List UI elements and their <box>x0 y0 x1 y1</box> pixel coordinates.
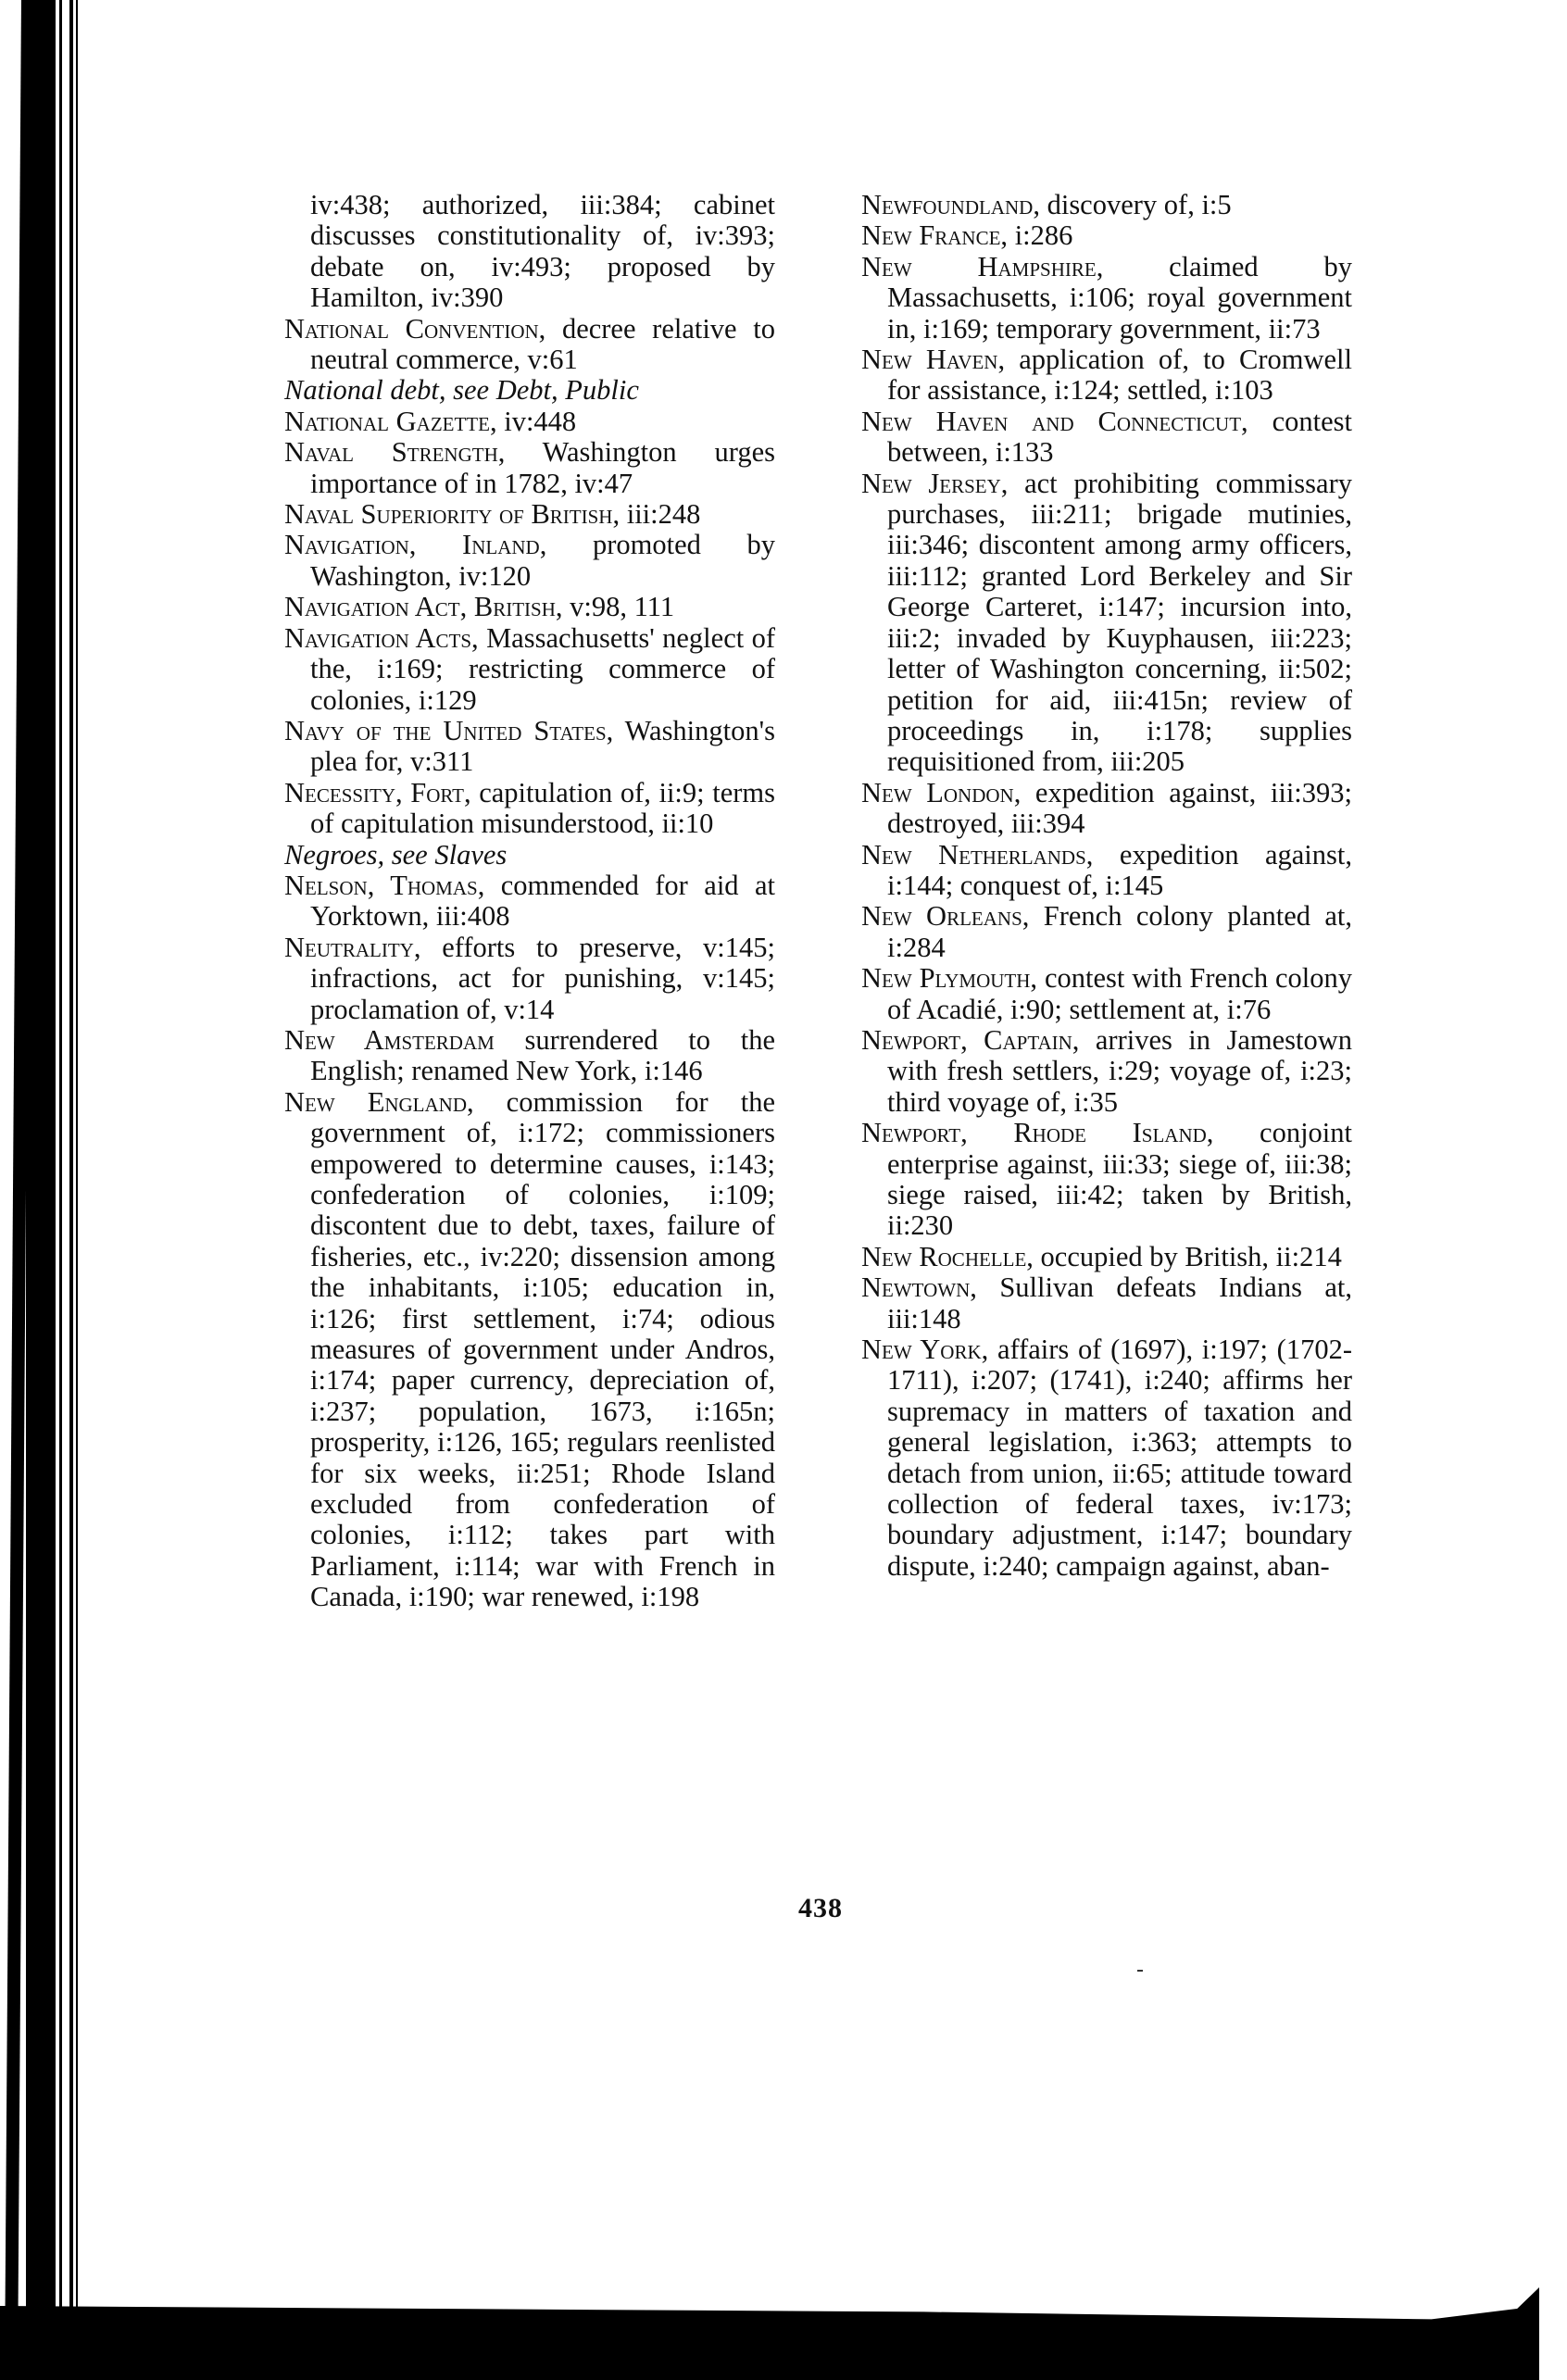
index-entry <box>861 407 1352 469</box>
index-entry <box>284 407 775 437</box>
index-entry-text: French colony planted at, i:284 <box>887 900 1352 963</box>
scan-bottom-shadow <box>0 2306 1539 2380</box>
index-entry <box>284 314 775 376</box>
index-entry <box>284 1087 775 1613</box>
index-entry-text: expedition against, iii:393; destroyed, iii:394 <box>887 776 1352 840</box>
index-entry-text: i:286 <box>1008 219 1073 252</box>
index-entry-text: commission for the government of, i:172; commissioners empowered to determine causes, i:143; confederation of colonies, i:109; discontent due to debt, taxes, failure of fisheries, etc., iv:220; dissension among the inhabitants, i:105; education in, i:126; first settlement, i:74; odious measures of government under Andros, i:174; paper currency, depreciation of, i:237; population, 1673, i:165n; prosperity, i:126, 165; regulars reenlisted for six weeks, ii:251; Rhode Island excluded from confederation of colonies, i:112; takes part with Parliament, i:114; war with French in Canada, i:190; war renewed, i:198 <box>310 1085 775 1613</box>
index-entry-text: surrendered to the English; renamed New York, i:146 <box>310 1023 775 1087</box>
index-entry-text: occupied by British, ii:214 <box>1033 1240 1342 1272</box>
index-entry-heading: New York, <box>861 1334 989 1366</box>
index-entry-text: affairs of (1697), i:197; (1702-1711), i:207; (1741), i:240; affirms her supremacy in matters of taxation and general legislation, i:363; attempts to detach from union, ii:65; attitude toward collection of federal taxes, iv:173; boundary adjustment, i:147; boundary dispute, i:240; campaign against, aban- <box>887 1334 1352 1582</box>
index-entry-text: conjoint enterprise against, iii:33; siege of, iii:38; siege raised, iii:42; taken by British, ii:230 <box>887 1117 1353 1242</box>
index-entry-text: iii:248 <box>620 498 701 531</box>
index-entry-heading: Naval Superiority of British, <box>284 498 621 531</box>
index-entry <box>284 623 775 716</box>
index-entry <box>861 220 1352 251</box>
index-entry-text: Washington urges importance of in 1782, iv:47 <box>310 436 775 499</box>
index-entry-text: claimed by Massachusetts, i:106; royal government in, i:169; temporary government, ii:73 <box>887 250 1352 344</box>
index-entry-heading: New England, <box>284 1085 474 1118</box>
index-entry-heading: Newtown, <box>861 1271 977 1304</box>
index-entry-heading: Newfoundland, <box>861 189 1040 220</box>
scan-speck <box>1137 1970 1143 1972</box>
index-column-right <box>861 190 1352 1582</box>
index-entry <box>861 190 1352 220</box>
index-column-left <box>284 190 775 1613</box>
index-entry-heading: New Jersey, <box>861 467 1009 499</box>
index-entry-text: decree relative to neutral commerce, v:61 <box>310 312 775 376</box>
index-entry-heading: Navy of the United States, <box>284 714 614 746</box>
index-entry <box>861 344 1352 407</box>
index-entry-text: contest between, i:133 <box>887 405 1352 469</box>
index-entry-text: efforts to preserve, v:145; infractions, act for punishing, v:145; proclamation of, v:14 <box>310 931 775 1025</box>
index-entry <box>284 840 775 871</box>
index-entry-text: National debt, see Debt, Public <box>284 374 639 407</box>
index-entry <box>284 530 775 592</box>
index-entry-text: Massachusetts' neglect of the, i:169; restricting commerce of colonies, i:129 <box>310 621 775 716</box>
index-entry <box>861 1118 1352 1242</box>
page-number: 438 <box>798 1893 843 1923</box>
index-entry-text: discovery of, i:5 <box>1039 189 1232 220</box>
index-entry-text: expedition against, i:144; conquest of, i:145 <box>887 838 1353 901</box>
index-entry-heading: Newport, Captain, <box>861 1023 1080 1056</box>
index-entry-heading: Navigation Act, British, <box>284 591 563 623</box>
index-entry-heading: Navigation, Inland, <box>284 529 547 561</box>
index-entry <box>284 499 775 530</box>
index-entry <box>284 375 775 406</box>
index-entry <box>861 1025 1352 1118</box>
index-entry-text: contest with French colony of Acadié, i:90; settlement at, i:76 <box>887 962 1352 1025</box>
index-entry-heading: New Hampshire, <box>861 250 1104 282</box>
index-entry <box>284 437 775 499</box>
index-entry <box>861 252 1352 344</box>
index-entry-text: arrives in Jamestown with fresh settlers, i:29; voyage of, i:23; third voyage of, i:35 <box>887 1023 1352 1118</box>
index-entry <box>861 1242 1352 1272</box>
index-entry-heading: New Plymouth, <box>861 962 1038 995</box>
index-entry-heading: New Orleans, <box>861 900 1030 933</box>
index-entry <box>861 1272 1352 1334</box>
index-entry-text: commended for aid at Yorktown, iii:408 <box>310 869 775 933</box>
index-entry-text: act prohibiting commissary purchases, iii:211; brigade mutinies, iii:346; discontent among army officers, iii:112; granted Lord Berkeley and Sir George Carteret, i:147; incursion into, iii:2; invaded by Kuyphausen, iii:223; letter of Washington concerning, ii:502; petition for aid, iii:415n; review of proceedings in, i:178; supplies requisitioned from, iii:205 <box>887 467 1352 778</box>
index-entry <box>284 592 775 622</box>
index-entry-text: Washington's plea for, v:311 <box>310 714 775 778</box>
book-binding-edge <box>0 0 83 2380</box>
index-entry <box>861 778 1352 840</box>
index-entry-heading: National Convention, <box>284 312 546 344</box>
index-entry-heading: New Amsterdam <box>284 1023 495 1056</box>
index-entry-heading: New Haven, <box>861 344 1006 376</box>
index-entry <box>284 871 775 933</box>
index-entry <box>861 1334 1352 1582</box>
index-entry-heading: Naval Strength, <box>284 436 506 469</box>
index-entry <box>284 933 775 1025</box>
index-entry-heading: New Haven and Connecticut, <box>861 405 1248 437</box>
index-entry-text: capitulation of, ii:9; terms of capitulation misunderstood, ii:10 <box>310 776 776 840</box>
index-entry <box>284 716 775 778</box>
index-entry <box>284 190 775 314</box>
index-entry-heading: National Gazette, <box>284 405 497 437</box>
index-entry-text: promoted by Washington, iv:120 <box>310 529 775 592</box>
index-entry <box>861 469 1352 778</box>
index-entry-text: iv:448 <box>496 405 577 437</box>
index-entry-text: iv:438; authorized, iii:384; cabinet discusses constitutionality of, iv:393; debate on, iv:493; proposed by Hamilton, iv:390 <box>310 189 775 314</box>
index-entry-heading: Navigation Acts, <box>284 621 479 654</box>
index-entry-text: Negroes, see Slaves <box>284 838 508 871</box>
index-entry <box>284 778 775 840</box>
index-entry-heading: New Rochelle, <box>861 1240 1034 1272</box>
index-entry <box>861 963 1352 1025</box>
index-entry-text: application of, to Cromwell for assistance, i:124; settled, i:103 <box>887 344 1352 407</box>
index-entry-heading: Neutrality, <box>284 931 421 963</box>
index-entry <box>284 1025 775 1087</box>
index-entry-heading: Newport, Rhode Island, <box>861 1117 1214 1149</box>
index-entry-heading: New Netherlands, <box>861 838 1094 871</box>
index-entry <box>861 901 1352 963</box>
index-entry-heading: Nelson, Thomas, <box>284 869 485 901</box>
index-entry-heading: New London, <box>861 776 1022 808</box>
index-entry-heading: New France, <box>861 219 1009 252</box>
index-entry-text: v:98, 111 <box>562 591 675 623</box>
index-entry <box>861 840 1352 902</box>
index-entry-heading: Necessity, Fort, <box>284 776 471 808</box>
index-entry-text: Sullivan defeats Indians at, iii:148 <box>887 1271 1352 1334</box>
